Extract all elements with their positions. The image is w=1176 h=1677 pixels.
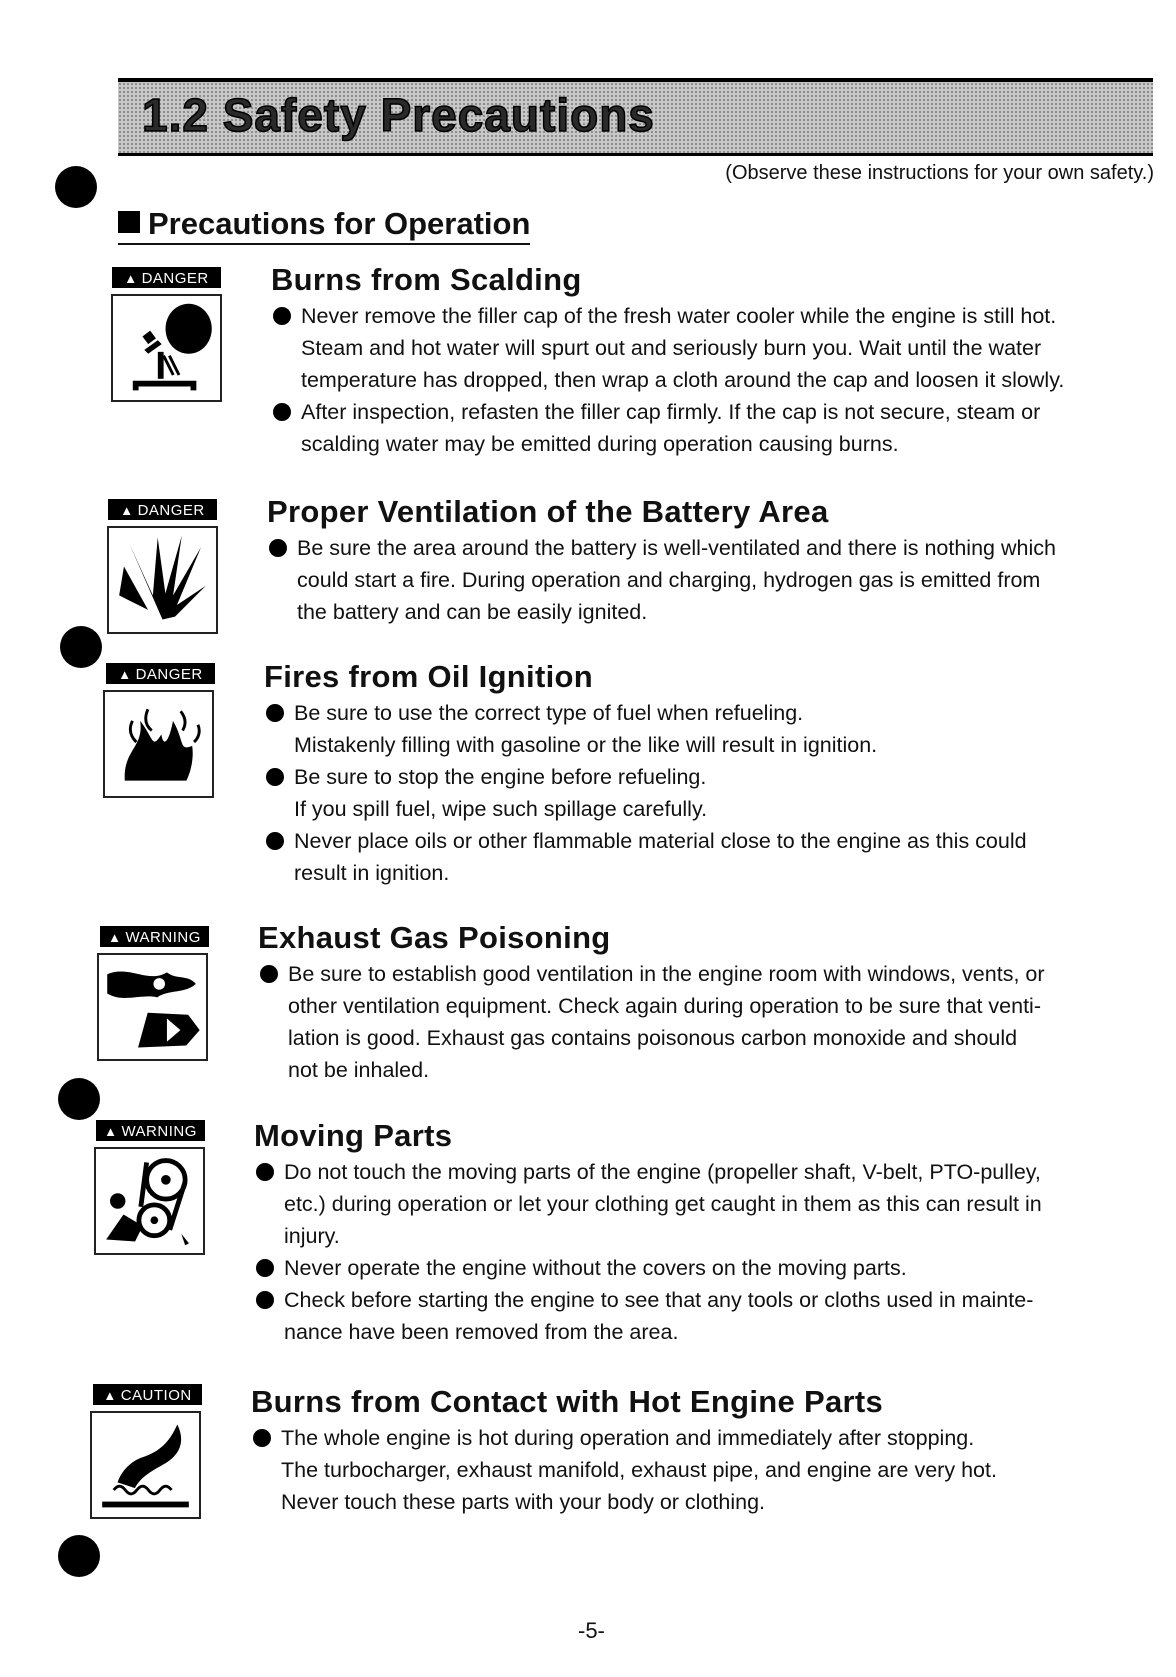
list-item: Never place oils or other flammable material close to the engine as this could result in ignition. (264, 825, 1144, 889)
warning-triangle-icon: ▲ (108, 930, 122, 945)
hot-surface-icon (90, 1411, 201, 1519)
section-heading (118, 206, 530, 245)
section-oil-ignition (264, 659, 1144, 889)
list-item: Check before starting the engine to see that any tools or cloths used in mainte- nance have been removed from the area. (254, 1284, 1134, 1348)
list-item: The whole engine is hot during operation and immediately after stopping. The turbocharger, exhaust manifold, exhaust pipe, and engine are very hot. Never touch these parts with your body or clothing. (251, 1422, 1131, 1518)
page-title: 1.2 Safety Precautions (142, 89, 655, 141)
rotating-parts-icon (94, 1147, 205, 1255)
list-item: Never operate the engine without the covers on the moving parts. (254, 1252, 1134, 1284)
badge-label: WARNING (121, 1123, 197, 1140)
badge-label: DANGER (135, 666, 203, 683)
observe-note: (Observe these instructions for your own safety.) (725, 162, 1154, 184)
warning-badge (96, 1120, 205, 1141)
section-title: Exhaust Gas Poisoning (258, 920, 611, 955)
badge-label: WARNING (125, 929, 201, 946)
list-item: Be sure to establish good ventilation in the engine room with windows, vents, or other ventilation equipment. Check again during operation to be sure that venti- lation is good. Exhaust gas contains poisonous carbon monoxide and should not be inhaled. (258, 958, 1138, 1086)
warning-triangle-icon: ▲ (104, 1124, 118, 1139)
section-hot-engine-parts (251, 1384, 1131, 1518)
warning-triangle-icon: ▲ (120, 503, 134, 518)
danger-badge (106, 663, 215, 684)
binder-hole (58, 1535, 100, 1577)
explosion-icon (107, 526, 218, 634)
section-title: Moving Parts (254, 1118, 453, 1153)
section-burns-from-scalding (271, 262, 1151, 460)
scalding-icon (111, 294, 222, 402)
badge-label: DANGER (137, 502, 205, 519)
fire-icon (103, 690, 214, 798)
warning-triangle-icon: ▲ (103, 1388, 117, 1403)
binder-hole (60, 626, 102, 668)
list-item: Do not touch the moving parts of the engine (propeller shaft, V-belt, PTO-pulley, etc.) during operation or let your clothing get caught in them as this can result in injury. (254, 1156, 1134, 1252)
section-battery-ventilation (267, 494, 1147, 628)
badge-label: CAUTION (120, 1387, 192, 1404)
caution-badge (93, 1384, 202, 1405)
list-item: Be sure the area around the battery is well-ventilated and there is nothing which could start a fire. During operation and charging, hydrogen gas is emitted from the battery and can be easily ignited. (267, 532, 1147, 628)
list-item: Be sure to stop the engine before refueling. If you spill fuel, wipe such spillage carefully. (264, 761, 1144, 825)
exhaust-gas-icon (97, 953, 208, 1061)
binder-hole (55, 166, 97, 208)
section-title: Proper Ventilation of the Battery Area (267, 494, 829, 529)
warning-triangle-icon: ▲ (118, 667, 132, 682)
section-title: Burns from Contact with Hot Engine Parts (251, 1384, 884, 1419)
title-banner (118, 78, 1153, 156)
list-item: Never remove the filler cap of the fresh water cooler while the engine is still hot. Steam and hot water will spurt out and seriously burn you. Wait until the water temperature has dropped, then wrap a cloth around the cap and loosen it slowly. (271, 300, 1151, 396)
list-item: After inspection, refasten the filler cap firmly. If the cap is not secure, steam or scalding water may be emitted during operation causing burns. (271, 396, 1151, 460)
warning-triangle-icon: ▲ (124, 271, 138, 286)
section-title: Fires from Oil Ignition (264, 659, 593, 694)
section-heading-text: Precautions for Operation (148, 206, 531, 241)
badge-label: DANGER (141, 270, 209, 287)
page-number: -5- (578, 1618, 605, 1643)
section-moving-parts (254, 1118, 1134, 1348)
section-title: Burns from Scalding (271, 262, 582, 297)
danger-badge (112, 267, 221, 288)
section-exhaust-gas (258, 920, 1138, 1086)
warning-badge (100, 926, 209, 947)
list-item: Be sure to use the correct type of fuel when refueling. Mistakenly filling with gasoline or the like will result in ignition. (264, 697, 1144, 761)
binder-hole (58, 1078, 100, 1120)
square-bullet-icon (118, 211, 140, 233)
danger-badge (108, 499, 217, 520)
